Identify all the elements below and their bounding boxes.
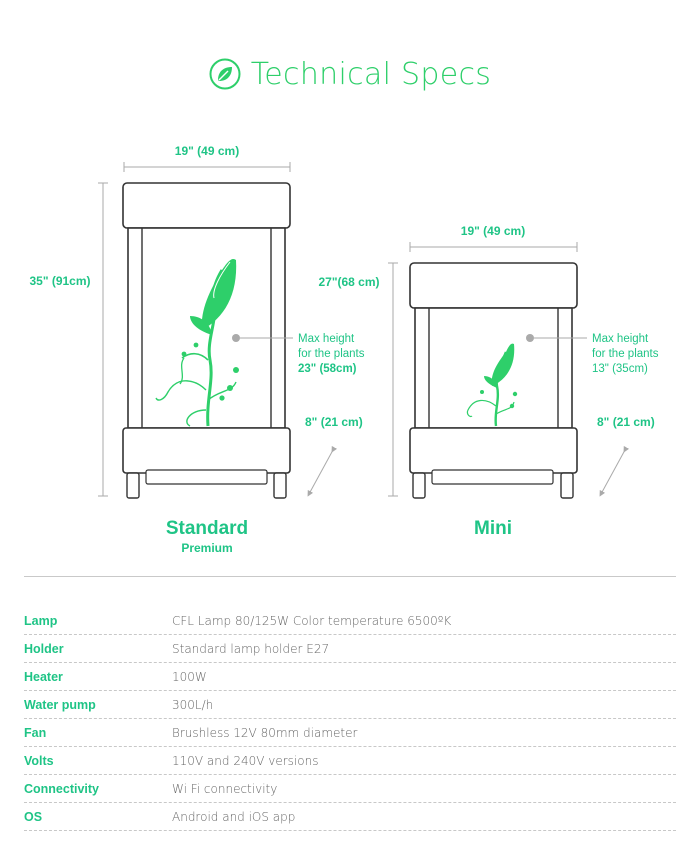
spec-label: Fan xyxy=(24,726,47,740)
standard-width-label: 19" (49 cm) xyxy=(174,144,240,158)
spec-value: Wi Fi connectivity xyxy=(172,782,278,796)
mini-base-label: 8" (21 cm) xyxy=(597,415,655,429)
mini-model-name: Mini xyxy=(474,518,512,539)
standard-model-name: Standard xyxy=(165,518,249,539)
spec-row-heater xyxy=(24,664,676,691)
standard-plant-note-1: Max height xyxy=(298,333,355,345)
spec-value: 110V and 240V versions xyxy=(172,754,319,768)
standard-plant-note-3: 23" (58cm) xyxy=(298,363,357,375)
mini-plant-note-3: 13" (35cm) xyxy=(592,363,648,375)
spec-row-holder xyxy=(24,636,676,663)
standard-base-label: 8" (21 cm) xyxy=(305,415,363,429)
spec-label: Holder xyxy=(24,642,64,656)
spec-value: CFL Lamp 80/125W Color temperature 6500ºK xyxy=(172,614,452,628)
standard-unit xyxy=(29,144,364,498)
spec-label: Lamp xyxy=(24,614,58,628)
mini-plant-note-1: Max height xyxy=(592,333,649,345)
mini-height-label: 27"(68 cm) xyxy=(318,275,380,289)
spec-row-lamp xyxy=(24,608,676,635)
spec-value: Android and iOS app xyxy=(172,810,296,824)
units-diagram xyxy=(0,130,700,560)
spec-label: Connectivity xyxy=(24,782,100,796)
spec-row-connectivity xyxy=(24,776,676,803)
spec-value: 300L/h xyxy=(172,698,214,712)
standard-model-subname: Premium xyxy=(181,541,233,555)
spec-label: Heater xyxy=(24,670,63,684)
spec-row-fan xyxy=(24,720,676,747)
standard-height-label: 35" (91cm) xyxy=(29,274,91,288)
leaf-icon xyxy=(209,58,241,90)
spec-value: 100W xyxy=(172,670,207,684)
section-divider xyxy=(24,576,676,577)
spec-row-volts xyxy=(24,748,676,775)
mini-plant-note-2: for the plants xyxy=(592,348,659,360)
page-header xyxy=(0,52,700,96)
spec-value: Standard lamp holder E27 xyxy=(172,642,330,656)
mini-unit xyxy=(318,224,658,498)
spec-row-os xyxy=(24,804,676,831)
page-title: Technical Specs xyxy=(250,56,492,92)
spec-label: Water pump xyxy=(24,698,96,712)
spec-value: Brushless 12V 80mm diameter xyxy=(172,726,358,740)
spec-label: Volts xyxy=(24,754,54,768)
specs-table xyxy=(24,608,676,832)
mini-width-label: 19" (49 cm) xyxy=(460,224,526,238)
standard-plant-note-2: for the plants xyxy=(298,348,365,360)
spec-label: OS xyxy=(24,810,43,824)
spec-row-water-pump xyxy=(24,692,676,719)
